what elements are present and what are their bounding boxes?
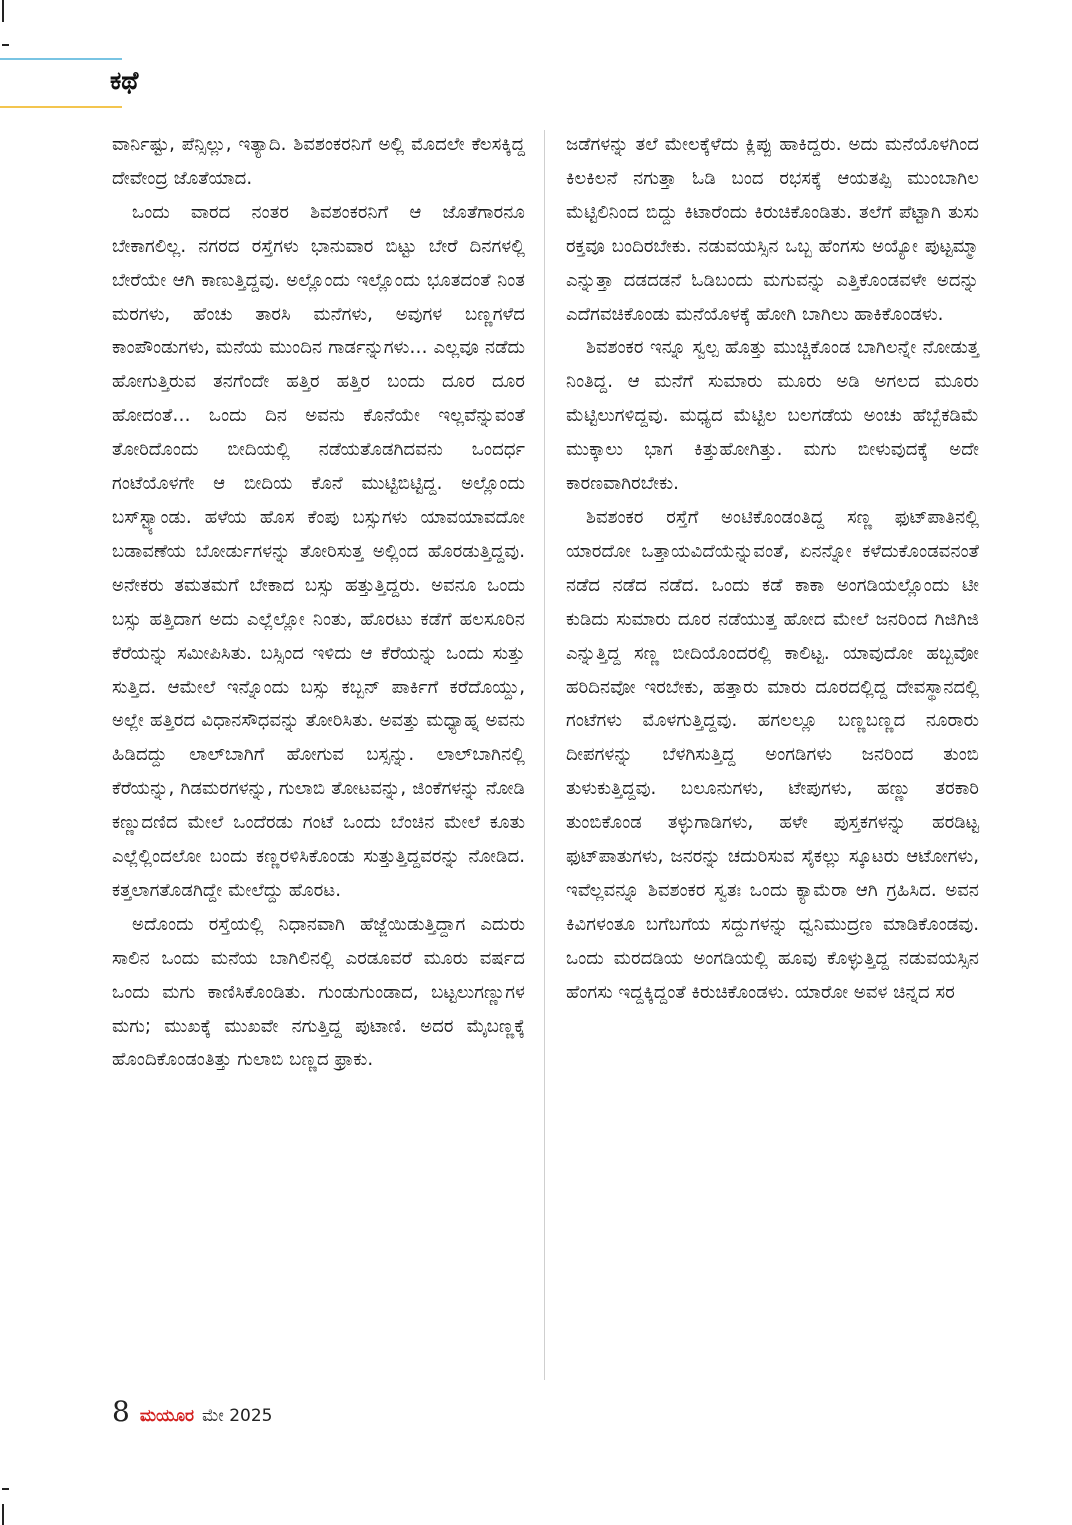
crop-mark-left-bottom	[2, 1488, 9, 1490]
paragraph: ಜಡೆಗಳನ್ನು ತಲೆ ಮೇಲಕ್ಕೆಳೆದು ಕ್ಲಿಪ್ಪು ಹಾಕಿದ್ದರು. ಅದು ಮನೆಯೊಳಗಿಂದ ಕಿಲಕಿಲನೆ ನಗುತ್ತಾ ಓಡಿ ಬಂದ ರಭಸಕ್ಕೆ ಆಯತಪ್ಪಿ ಮುಂಬಾಗಿಲ ಮೆಟ್ಟಿಲಿನಿಂದ ಬಿದ್ದು ಕಿಟಾರೆಂದು ಕಿರುಚಿಕೊಂಡಿತು. ತಲೆಗೆ ಪೆಟ್ಟಾಗಿ ತುಸು ರಕ್ತವೂ ಬಂದಿರಬೇಕು. ನಡುವಯಸ್ಸಿನ ಒಬ್ಬ ಹೆಂಗಸು ಅಯ್ಯೋ ಪುಟ್ಟಮ್ಮಾ ಎನ್ನುತ್ತಾ ದಡದಡನೆ ಓಡಿಬಂದು ಮಗುವನ್ನು ಎತ್ತಿಕೊಂಡವಳೇ ಅದನ್ನು ಎದೆಗವಚಿಕೊಂಡು ಮನೆಯೊಳಕ್ಕೆ ಹೋಗಿ ಬಾಗಿಲು ಹಾಕಿಕೊಂಡಳು.	[566, 134, 979, 325]
article-column-right	[566, 128, 979, 1010]
article-column-left	[112, 128, 525, 1077]
paragraph: ಶಿವಶಂಕರ ರಸ್ತೆಗೆ ಅಂಟಿಕೊಂಡಂತಿದ್ದ ಸಣ್ಣ ಫುಟ್‌ಪಾತಿನಲ್ಲಿ ಯಾರದೋ ಒತ್ತಾಯವಿದೆಯೆನ್ನುವಂತೆ, ಏನನ್ನೋ ಕಳೆದುಕೊಂಡವನಂತೆ ನಡೆದ ನಡೆದ ನಡೆದ. ಒಂದು ಕಡೆ ಕಾಕಾ ಅಂಗಡಿಯಲ್ಲೊಂದು ಟೀ ಕುಡಿದು ಸುಮಾರು ದೂರ ನಡೆಯುತ್ತ ಹೋದ ಮೇಲೆ ಜನರಿಂದ ಗಿಜಿಗಿಜಿ ಎನ್ನುತ್ತಿದ್ದ ಸಣ್ಣ ಬೀದಿಯೊಂದರಲ್ಲಿ ಕಾಲಿಟ್ಟ. ಯಾವುದೋ ಹಬ್ಬವೋ ಹರಿದಿನವೋ ಇರಬೇಕು, ಹತ್ತಾರು ಮಾರು ದೂರದಲ್ಲಿದ್ದ ದೇವಸ್ಥಾನದಲ್ಲಿ ಗಂಟೆಗಳು ಮೊಳಗುತ್ತಿದ್ದವು. ಹಗಲಲ್ಲೂ ಬಣ್ಣಬಣ್ಣದ ನೂರಾರು ದೀಪಗಳನ್ನು ಬೆಳಗಿಸುತ್ತಿದ್ದ ಅಂಗಡಿಗಳು ಜನರಿಂದ ತುಂಬಿ ತುಳುಕುತ್ತಿದ್ದವು. ಬಲೂನುಗಳು, ಟೇಪುಗಳು, ಹಣ್ಣು ತರಕಾರಿ ತುಂಬಿಕೊಂಡ ತಳ್ಳುಗಾಡಿಗಳು, ಹಳೇ ಪುಸ್ತಕಗಳನ್ನು ಹರಡಿಟ್ಟ ಫುಟ್‌ಪಾತುಗಳು, ಜನರನ್ನು ಚದುರಿಸುವ ಸೈಕಲ್ಲು ಸ್ಕೂಟರು ಆಟೋಗಳು, ಇವೆಲ್ಲವನ್ನೂ ಶಿವಶಂಕರ ಸ್ವತಃ ಒಂದು ಕ್ಯಾಮೆರಾ ಆಗಿ ಗ್ರಹಿಸಿದ. ಅವನ ಕಿವಿಗಳಂತೂ ಬಗೆಬಗೆಯ ಸದ್ದುಗಳನ್ನು ಧ್ವನಿಮುದ್ರಣ ಮಾಡಿಕೊಂಡವು. ಒಂದು ಮರದಡಿಯ ಅಂಗಡಿಯಲ್ಲಿ ಹೂವು ಕೊಳ್ಳುತ್ತಿದ್ದ ನಡುವಯಸ್ಸಿನ ಹೆಂಗಸು ಇದ್ದಕ್ಕಿದ್ದಂತೆ ಕಿರುಚಿಕೊಂಡಳು. ಯಾರೋ ಅವಳ ಚಿನ್ನದ ಸರ	[566, 506, 979, 1003]
page-footer	[112, 1395, 272, 1428]
paragraph: ವಾರ್ನಿಷ್ಟು, ಪೆನ್ಸಿಲ್ಲು, ಇತ್ಯಾದಿ. ಶಿವಶಂಕರನಿಗೆ ಅಲ್ಲಿ ಮೊದಲೇ ಕೆಲಸಕ್ಕಿದ್ದ ದೇವೇಂದ್ರ ಜೊತೆಯಾದ.	[112, 134, 525, 189]
crop-mark-top-left	[2, 0, 4, 22]
crop-mark-left-top	[2, 44, 9, 46]
page-number: 8	[112, 1395, 130, 1428]
paragraph: ಶಿವಶಂಕರ ಇನ್ನೂ ಸ್ವಲ್ಪ ಹೊತ್ತು ಮುಚ್ಚಿಕೊಂಡ ಬಾಗಿಲನ್ನೇ ನೋಡುತ್ತ ನಿಂತಿದ್ದ. ಆ ಮನೆಗೆ ಸುಮಾರು ಮೂರು ಅಡಿ ಅಗಲದ ಮೂರು ಮೆಟ್ಟಿಲುಗಳಿದ್ದವು. ಮಧ್ಯದ ಮೆಟ್ಟಿಲ ಬಲಗಡೆಯ ಅಂಚು ಹೆಬ್ಬೆಕಡಿಮೆ ಮುಕ್ಕಾಲು ಭಾಗ ಕಿತ್ತುಹೋಗಿತ್ತು. ಮಗು ಬೀಳುವುದಕ್ಕೆ ಅದೇ ಕಾರಣವಾಗಿರಬೇಕು.	[566, 337, 979, 495]
magazine-logo: ಮಯೂರ	[139, 1406, 195, 1426]
header-rule-yellow	[0, 106, 122, 108]
header-rule-blue	[0, 58, 122, 60]
issue-date: ಮೇ 2025	[202, 1406, 273, 1426]
paragraph: ಅದೊಂದು ರಸ್ತೆಯಲ್ಲಿ ನಿಧಾನವಾಗಿ ಹೆಜ್ಜೆಯಿಡುತ್ತಿದ್ದಾಗ ಎದುರು ಸಾಲಿನ ಒಂದು ಮನೆಯ ಬಾಗಿಲಿನಲ್ಲಿ ಎರಡೂವರೆ ಮೂರು ವರ್ಷದ ಒಂದು ಮಗು ಕಾಣಿಸಿಕೊಂಡಿತು. ಗುಂಡುಗುಂಡಾದ, ಬಟ್ಟಲುಗಣ್ಣುಗಳ ಮಗು; ಮುಖಕ್ಕೆ ಮುಖವೇ ನಗುತ್ತಿದ್ದ ಪುಟಾಣಿ. ಅದರ ಮೈಬಣ್ಣಕ್ಕೆ ಹೊಂದಿಕೊಂಡಂತಿತ್ತು ಗುಲಾಬಿ ಬಣ್ಣದ ಫ್ರಾಕು.	[112, 913, 525, 1071]
section-title: ಕಥೆ	[110, 66, 139, 95]
crop-mark-bottom-left	[2, 1504, 4, 1525]
paragraph: ಒಂದು ವಾರದ ನಂತರ ಶಿವಶಂಕರನಿಗೆ ಆ ಜೊತೆಗಾರನೂ ಬೇಕಾಗಲಿಲ್ಲ. ನಗರದ ರಸ್ತೆಗಳು ಭಾನುವಾರ ಬಿಟ್ಟು ಬೇರೆ ದಿನಗಳಲ್ಲಿ ಬೇರೆಯೇ ಆಗಿ ಕಾಣುತ್ತಿದ್ದವು. ಅಲ್ಲೊಂದು ಇಲ್ಲೊಂದು ಭೂತದಂತೆ ನಿಂತ ಮರಗಳು, ಹೆಂಚು ತಾರಸಿ ಮನೆಗಳು, ಅವುಗಳ ಬಣ್ಣಗಳೆದ ಕಾಂಪೌಂಡುಗಳು, ಮನೆಯ ಮುಂದಿನ ಗಾರ್ಡನ್ನುಗಳು… ಎಲ್ಲವೂ ನಡೆದು ಹೋಗುತ್ತಿರುವ ತನಗೆಂದೇ ಹತ್ತಿರ ಹತ್ತಿರ ಬಂದು ದೂರ ದೂರ ಹೋದಂತೆ… ಒಂದು ದಿನ ಅವನು ಕೊನೆಯೇ ಇಲ್ಲವೆನ್ನುವಂತೆ ತೋರಿದೊಂದು ಬೀದಿಯಲ್ಲಿ ನಡೆಯತೊಡಗಿದವನು ಒಂದರ್ಧ ಗಂಟೆಯೊಳಗೇ ಆ ಬೀದಿಯ ಕೊನೆ ಮುಟ್ಟಿಬಿಟ್ಟಿದ್ದ. ಅಲ್ಲೊಂದು ಬಸ್‌ಸ್ಟ್ಯಾಂಡು. ಹಳೆಯ ಹೊಸ ಕೆಂಪು ಬಸ್ಸುಗಳು ಯಾವಯಾವದೋ ಬಡಾವಣೆಯ ಬೋರ್ಡುಗಳನ್ನು ತೋರಿಸುತ್ತ ಅಲ್ಲಿಂದ ಹೊರಡುತ್ತಿದ್ದವು. ಅನೇಕರು ತಮತಮಗೆ ಬೇಕಾದ ಬಸ್ಸು ಹತ್ತುತ್ತಿದ್ದರು. ಅವನೂ ಒಂದು ಬಸ್ಸು ಹತ್ತಿದಾಗ ಅದು ಎಲ್ಲೆಲ್ಲೋ ನಿಂತು, ಹೊರಟು ಕಡೆಗೆ ಹಲಸೂರಿನ ಕೆರೆಯನ್ನು ಸಮೀಪಿಸಿತು. ಬಸ್ಸಿಂದ ಇಳಿದು ಆ ಕೆರೆಯನ್ನು ಒಂದು ಸುತ್ತು ಸುತ್ತಿದ. ಆಮೇಲೆ ಇನ್ನೊಂದು ಬಸ್ಸು ಕಬ್ಬನ್ ಪಾರ್ಕಿಗೆ ಕರೆದೊಯ್ದು, ಅಲ್ಲೇ ಹತ್ತಿರದ ವಿಧಾನಸೌಧವನ್ನು ತೋರಿಸಿತು. ಅವತ್ತು ಮಧ್ಯಾಹ್ನ ಅವನು ಹಿಡಿದದ್ದು ಲಾಲ್‌ಬಾಗಿಗೆ ಹೋಗುವ ಬಸ್ಸನ್ನು. ಲಾಲ್‌ಬಾಗಿನಲ್ಲಿ ಕೆರೆಯನ್ನು, ಗಿಡಮರಗಳನ್ನು, ಗುಲಾಬಿ ತೋಟವನ್ನು, ಜಿಂಕೆಗಳನ್ನು ನೋಡಿ ಕಣ್ಣುದಣಿದ ಮೇಲೆ ಒಂದೆರಡು ಗಂಟೆ ಒಂದು ಬೆಂಚಿನ ಮೇಲೆ ಕೂತು ಎಲ್ಲೆಲ್ಲಿಂದಲೋ ಬಂದು ಕಣ್ಣರಳಿಸಿಕೊಂಡು ಸುತ್ತುತ್ತಿದ್ದವರನ್ನು ನೋಡಿದ. ಕತ್ತಲಾಗತೊಡಗಿದ್ದೇ ಮೇಲೆದ್ದು ಹೊರಟ.	[112, 201, 525, 901]
column-divider	[544, 130, 545, 1380]
